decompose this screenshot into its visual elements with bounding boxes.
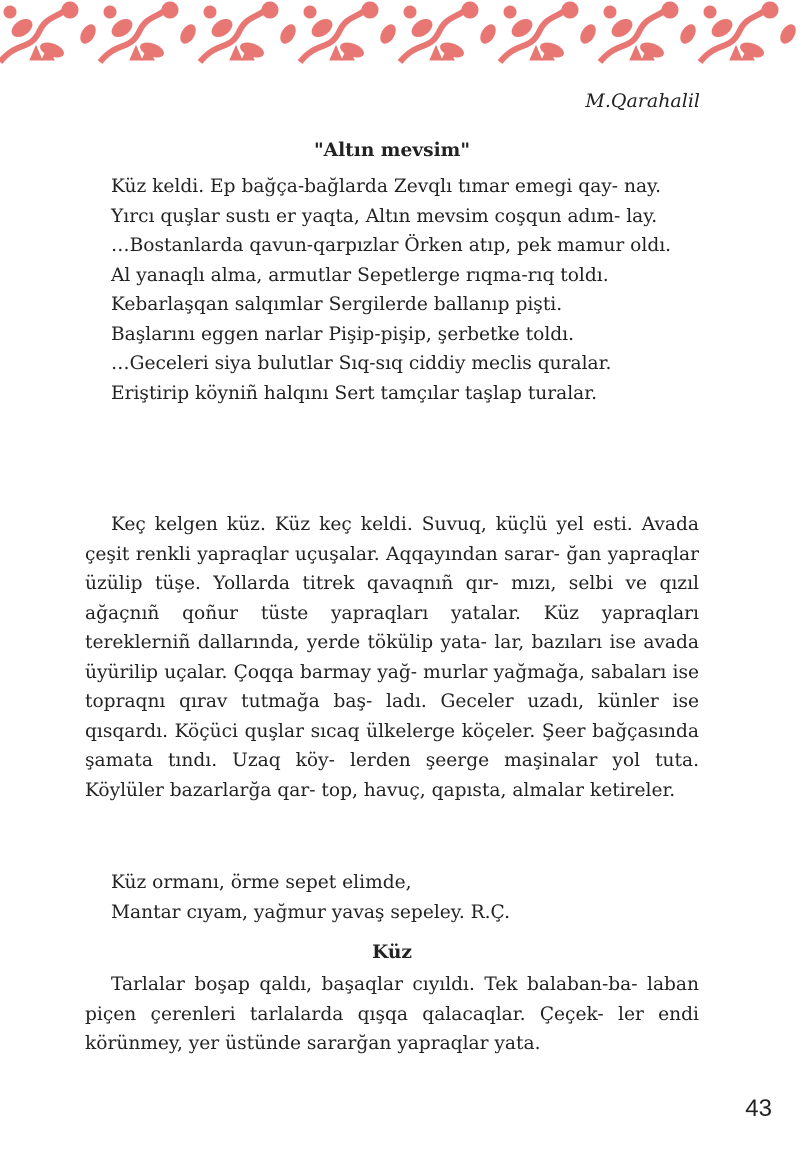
poem-body (85, 172, 699, 408)
poem-title: "Altın mevsim" (313, 140, 471, 161)
poem-line: Kebarlaşqan salqımlar Sergilerde ballanıp pişti. (111, 294, 563, 315)
poem-stanza: Yırcı quşlar sustı er yaqta, Altın mevsim coşqun adım- lay. (111, 205, 658, 227)
couplet (85, 868, 699, 927)
couplet-line: Küz ormanı, örme sepet elimde, (111, 872, 412, 893)
poem-line: …Geceleri siya bulutlar Sıq-sıq ciddiy meclis quralar. (111, 353, 612, 374)
poem-line: Eriştirip köyniñ halqını Sert tamçılar taşlap turalar. (111, 382, 598, 404)
kuz-paragraph: Tarlalar boşap qaldı, başaqlar cıyıldı. Tek balaban-ba- laban piçen çerenleri tarlalarda qışqa qalacaqlar. Çeçek- ler endi körünmey, yer üstünde sararğan yapraqlar yata. (85, 974, 699, 1054)
author-name: M.Qarahalil (585, 90, 700, 112)
poem-stanza: Küz keldi. Ep bağça-bağlarda Zevqlı tımar emegi qay- nay. (111, 176, 661, 197)
prose-paragraph: Keç kelgen küz. Küz keç keldi. Suvuq, küçlü yel esti. Avada çeşit renkli yapraqlar uçuşalar. Aqqayından sarar- ğan yapraqlar üzülip tüşe. Yollarda titrek qavaqnıñ qır- mızı, selbi ve qızıl ağaçnıñ qoñur tüste yapraqları yatalar. Küz yapraqları tereklerniñ dallarında, yerde tökülip yata- lar, bazıları ise avada üyürilip uçalar. Çoqqa barmay yağ- murlar yağmağa, sabaları ise topraqnı qırav tutmağa baş- ladı. Geceler uzadı, künler ise qısqardı. Köçüci quşlar sıcaq ülkelerge köçeler. Şeer bağçasında şamata tındı. Uzaq köy- lerden şeerge maşinalar yol tuta. Köylüler bazarlarğa qar- top, havuç, qapısta, almalar ketireler. (85, 514, 700, 801)
floral-ornament-border (0, 0, 800, 75)
poem-stanza: …Bostanlarda qavun-qarpızlar Örken atıp, pek mamur oldı. (111, 235, 672, 256)
couplet-line: Mantar cıyam, yağmur yavaş sepeley. R.Ç. (111, 901, 511, 923)
poem-line: Al yanaqlı alma, armutlar Sepetlerge rıqma-rıq toldı. (111, 264, 609, 286)
section-title: Küz (372, 942, 412, 963)
page-number: 43 (745, 1095, 772, 1122)
poem-line: Başlarını eggen narlar Pişip-pişip, şerbetke toldı. (111, 323, 575, 345)
